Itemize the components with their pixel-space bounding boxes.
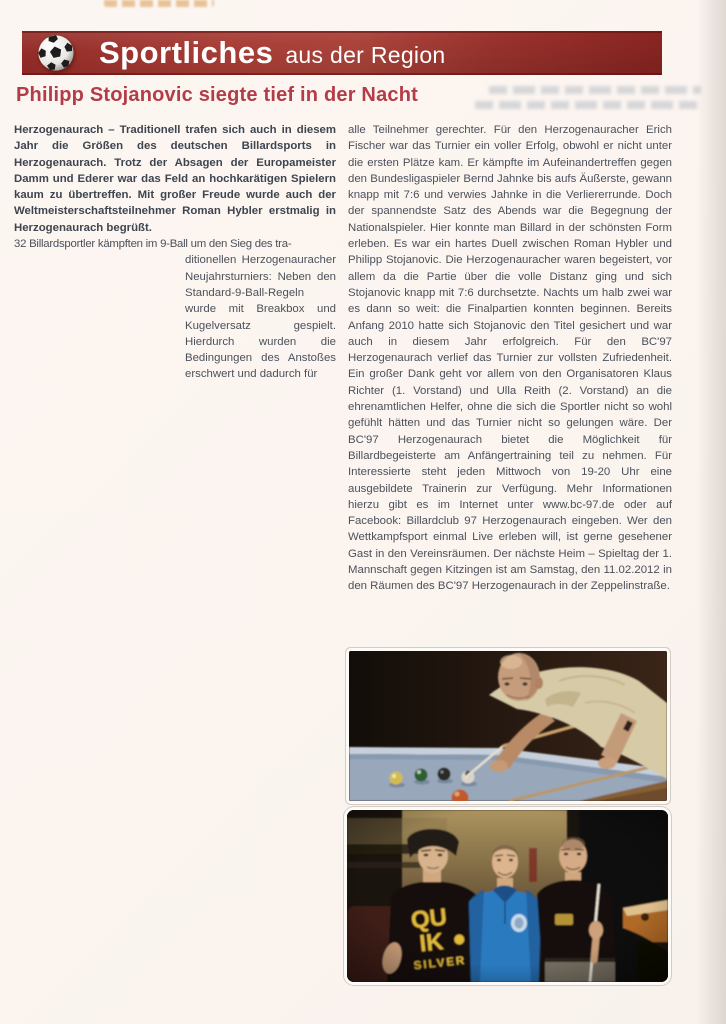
article-body	[14, 122, 672, 595]
cut-off-header-fragment	[104, 0, 214, 7]
lead-paragraph: Herzogenaurach – Traditionell trafen sich auch in diesem Jahr die Größen des deutschen Billardsports in Herzogenaurach. Trotz der Absagen der Europameister Damm und Ederer war das Feld an hochkarätigen Spielern kaum zu übertreffen. Mit großer Freude wurde auch der Weltmeisterschaftsteilnehmer Roman Hybler erstmalig in Herzogenaurach begrüßt.	[14, 124, 336, 234]
right-column-text: alle Teilnehmer gerechter. Für den Herzogenauracher Erich Fischer war das Turnier ein voller Erfolg, obwohl er nicht unter die ersten Plätze kam. Er kämpfte im Aufeinandertreffen gegen den Bundesligaspieler Bernd Jahnke bis aufs Äußerste, gewann knapp mit 7:6 und verwies Jahnke in die Verliererrunde. Doch der spannendste Satz des Abends war die Begegnung der Nationalspieler. Hier konnte man Billard in der schönsten Form erleben. Es war ein hartes Duell zwischen Roman Hybler und Philipp Stojanovic. Die Herzogenauracher waren begeistert, vor allem da die Partie über die volle Distanz ging und sich Stojanovic knapp mit 7:6 durchsetzte. Nachts um halb zwei war es dann so weit: die Finalpartien konnten beginnen. Bereits Anfang 2010 hatte sich Stojanovic den Titel gesichert und war auch in diesem Jahr erfolgreich. Für den BC'97 Herzogenaurach verlief das Turnier zur vollsten Zufriedenheit. Ein großer Dank geht vor allem von den Organisatoren Klaus Richter (1. Vorstand) und Ulla Reith (2. Vorstand) an die ehrenamtlichen Helfer, ohne die sich die Sportler nicht so wohl gefühlt hätten und das Turnier nicht so gelungen wäre. Der BC'97 Herzogenaurach bietet die Möglichkeit für Billardbegeisterte am Anfängertraining teil zu nehmen. Für Interessierte steht jeden Mittwoch von 19-20 Uhr eine ausgebildete Trainerin zur Verfügung. Mehr Informationen hierzu gibt es im Internet unter www.bc-97.de oder auf Facebook: Billardclub 97 Herzogenaurach eingeben. Wer den Wettkampfsport einmal Live erleben will, ist gerne gesehener Gast in den Vereinsräumen. Der nächste Heim – Spieltag der 1. Mannschaft gegen Kitzingen ist am Samstag, den 11.02.2012 in den Räumen des BC'97 Herzogenaurach in der Zeppelinstraße.	[348, 124, 672, 593]
bleed-through-text	[475, 85, 701, 119]
soccer-ball-icon	[37, 34, 75, 72]
banner-title-bold: Sportliches	[99, 35, 274, 70]
banner-title-rest: aus der Region	[285, 42, 446, 68]
article-headline: Philipp Stojanovic siegte tief in der Nacht	[16, 84, 418, 106]
article-column-left	[14, 122, 336, 595]
paragraph-two-wrapped: ditionellen Herzogenauracher Neujahrsturniers: Neben den Standard-9-Ball-Regeln wurde mit Breakbox und Kugelversatz gespielt. Hierdurch wurden die Bedingungen des Anstoßes erschwert und dadurch für	[185, 254, 336, 381]
billiards-action-photo	[349, 651, 667, 801]
group-portrait-photo	[347, 810, 668, 982]
article-column-right	[348, 122, 672, 595]
section-banner	[22, 31, 662, 75]
banner-title	[99, 35, 446, 71]
paragraph-two-first-line: 32 Billardsportler kämpften im 9-Ball um den Sieg des tra-	[14, 238, 292, 251]
scan-edge-shadow	[696, 0, 726, 1024]
